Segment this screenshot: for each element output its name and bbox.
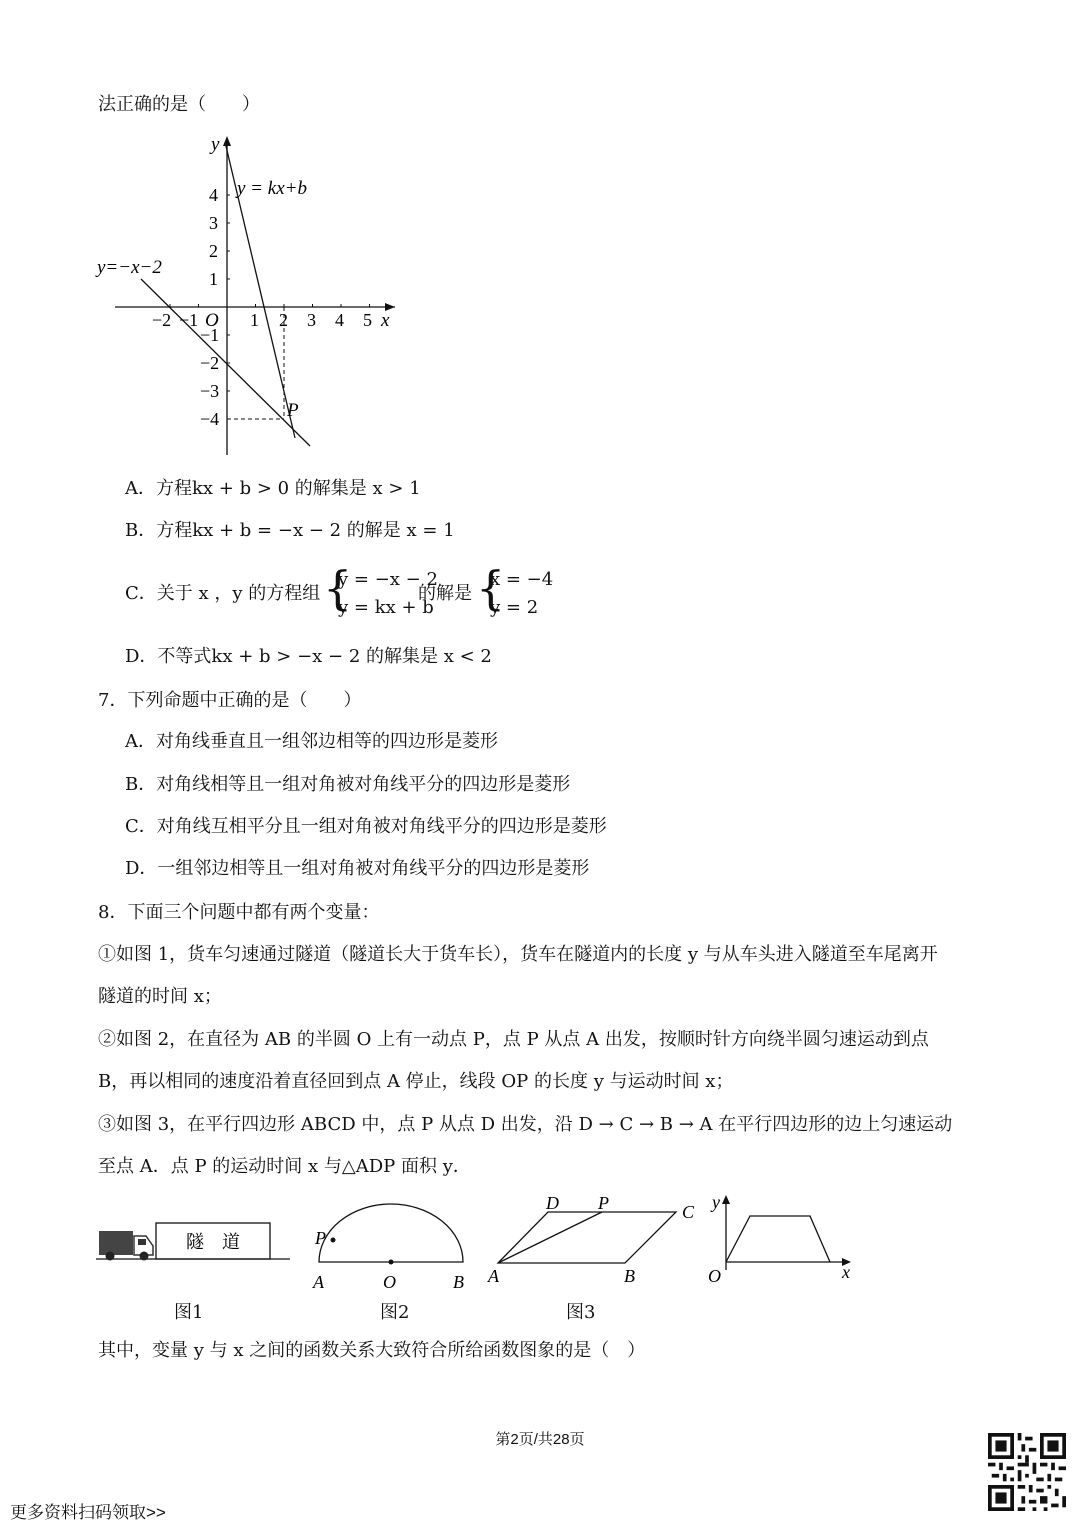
x-tick-label: 2: [279, 310, 288, 330]
page-number: 第2页/共28页: [495, 1431, 585, 1448]
q6-option-b: B．方程kx + b = −x − 2 的解是 x = 1: [125, 520, 455, 541]
line2-label: y=−x−2: [97, 257, 162, 278]
left-brace-icon: {: [323, 561, 353, 615]
q7-stem: 7．下列命题中正确的是（ ）: [98, 690, 362, 711]
function-graph: [95, 130, 415, 460]
point-c: C: [682, 1202, 695, 1222]
x-tick-label: 3: [307, 310, 316, 330]
q6-stem-tail: 法正确的是（ ）: [98, 94, 260, 115]
figure-3-parallelogram: [484, 1192, 704, 1287]
y-tick-label: 1: [209, 269, 218, 289]
x-axis-label: x: [842, 1262, 850, 1282]
system1-eq2: y = kx + b: [338, 597, 434, 618]
figure-1-caption: 图1: [174, 1302, 204, 1323]
q7-option-b: B．对角线相等且一组对角被对角线平分的四边形是菱形: [125, 774, 571, 795]
more-resources-note[interactable]: 更多资料扫码领取>>: [10, 1503, 166, 1522]
system2-eq2: y = 2: [490, 597, 539, 618]
figure-2-semicircle: [305, 1198, 480, 1293]
q8-item2-line1: ②如图 2，在直径为 AB 的半圆 O 上有一动点 P，点 P 从点 A 出发，按顺时针方向绕半圆匀速运动到点: [98, 1029, 929, 1050]
tunnel-label: 隧 道: [186, 1232, 240, 1252]
point-p: P: [598, 1193, 609, 1213]
q8-item2-line2: B，再以相同的速度沿着直径回到点 A 停止，线段 OP 的长度 y 与运动时间 x；: [98, 1071, 734, 1092]
origin-label: O: [708, 1266, 721, 1285]
q6-option-d: D．不等式kx + b > −x − 2 的解集是 x < 2: [125, 646, 492, 667]
origin-label: O: [205, 310, 219, 331]
y-tick-label: −1: [200, 325, 220, 345]
q8-item1-line2: 隧道的时间 x；: [98, 986, 222, 1007]
y-tick-label: −2: [200, 353, 220, 373]
q6-option-a: A．方程kx + b > 0 的解集是 x > 1: [125, 478, 421, 499]
figure-1-truck-tunnel: [96, 1218, 296, 1268]
q8-stem: 8．下面三个问题中都有两个变量：: [98, 902, 380, 923]
y-tick-label: −4: [200, 409, 220, 429]
point-b: B: [453, 1272, 464, 1292]
truck-icon: [99, 1231, 153, 1261]
q8-question: 其中，变量 y 与 x 之间的函数关系大致符合所给函数图象的是（ ）: [98, 1340, 646, 1361]
x-axis-label: x: [381, 310, 390, 331]
x-tick-label: 5: [363, 310, 372, 330]
y-tick-label: 2: [209, 241, 218, 261]
q7-option-d: D．一组邻边相等且一组对角被对角线平分的四边形是菱形: [125, 858, 590, 879]
x-tick-label: 1: [250, 310, 259, 330]
system2-eq1: x = −4: [490, 569, 554, 590]
point-d: D: [546, 1193, 559, 1213]
x-tick-label: 4: [335, 310, 344, 330]
x-tick-label: −2: [152, 310, 172, 330]
point-p-label: P: [287, 400, 299, 421]
y-tick-label: 3: [209, 213, 218, 233]
q8-item3-line2: 至点 A．点 P 的运动时间 x 与△ADP 面积 y．: [98, 1156, 471, 1177]
x-tick-label: −1: [179, 310, 199, 330]
figure-4-function-graph: [704, 1190, 864, 1285]
point-b: B: [624, 1266, 635, 1286]
y-tick-label: 4: [209, 185, 218, 205]
q6-option-c-mid: 的解是: [418, 583, 472, 604]
figure-2-caption: 图2: [380, 1302, 410, 1323]
figure-3-caption: 图3: [566, 1302, 596, 1323]
point-a: A: [488, 1266, 499, 1286]
y-tick-label: −3: [200, 381, 220, 401]
y-axis-label: y: [211, 134, 220, 155]
q7-option-a: A．对角线垂直且一组邻边相等的四边形是菱形: [125, 731, 498, 752]
q6-option-c-prefix: C．关于 x ，y 的方程组: [125, 583, 321, 604]
q7-option-c: C．对角线互相平分且一组对角被对角线平分的四边形是菱形: [125, 816, 607, 837]
left-brace-icon: {: [476, 561, 506, 615]
point-p: P: [315, 1228, 326, 1248]
y-axis-label: y: [712, 1192, 720, 1212]
line-neg-x-minus-2: [141, 279, 310, 446]
qr-code-icon[interactable]: [988, 1433, 1066, 1511]
point-o: O: [383, 1272, 396, 1292]
q8-item1-line1: ①如图 1，货车匀速通过隧道（隧道长大于货车长），货车在隧道内的长度 y 与从车头进入隧道至车尾离开: [98, 944, 938, 965]
point-a: A: [313, 1272, 324, 1292]
line1-label: y = kx+b: [237, 178, 307, 199]
q8-item3-line1: ③如图 3，在平行四边形 ABCD 中，点 P 从点 D 出发，沿 D → C → B → A 在平行四边形的边上匀速运动: [98, 1114, 953, 1135]
system1-eq1: y = −x − 2: [338, 569, 438, 590]
